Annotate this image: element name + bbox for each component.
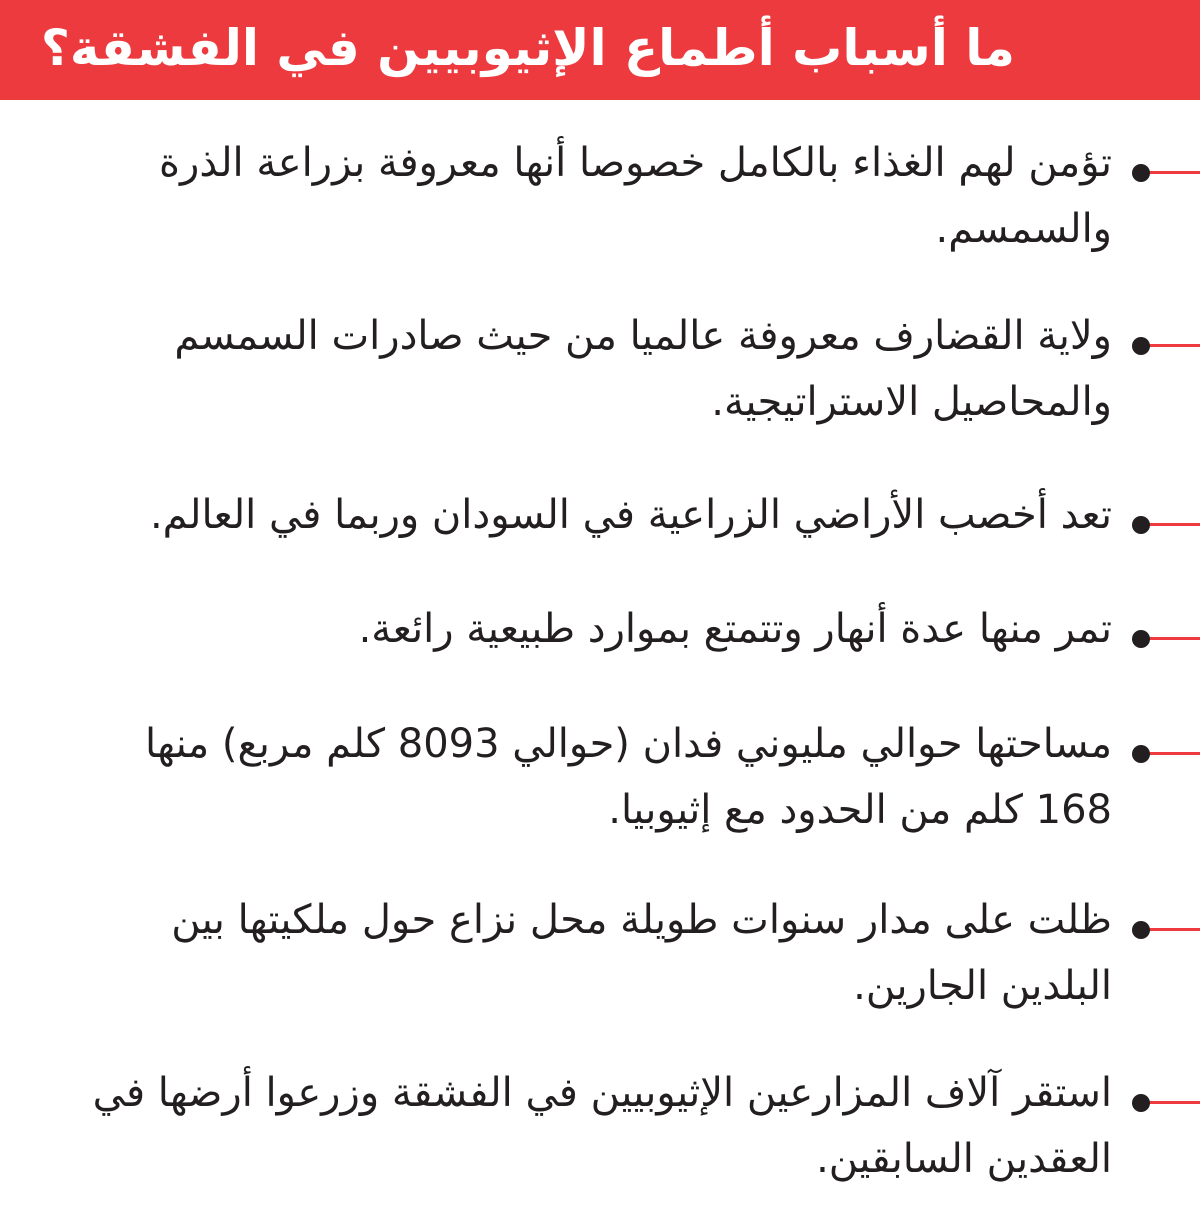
page-title: ما أسباب أطماع الإثيوبيين في الفشقة؟: [40, 19, 1015, 77]
list-item: [0, 897, 1200, 1039]
bullet-line-icon: [1148, 928, 1200, 931]
list-item-text: ولاية القضارف معروفة عالميا من حيث صادرات السمسم والمحاصيل الاستراتيجية.: [174, 313, 1112, 425]
bullet-dot-icon: [1132, 1094, 1150, 1112]
list-item-text: تعد أخصب الأراضي الزراعية في السودان وربما في العالم.: [149, 492, 1112, 538]
bullet-dot-icon: [1132, 164, 1150, 182]
list-item-text: مساحتها حوالي مليوني فدان (حوالي 8093 كلم مربع) منها 168 كلم من الحدود مع إثيوبيا.: [145, 721, 1112, 833]
list-item-text: استقر آلاف المزارعين الإثيوبيين في الفشقة وزرعوا أرضها في العقدين السابقين.: [92, 1070, 1112, 1182]
list-item: [0, 313, 1200, 455]
bullet-line-icon: [1148, 523, 1200, 526]
bullet-dot-icon: [1132, 337, 1150, 355]
bullet-line-icon: [1148, 637, 1200, 640]
list-item: [0, 140, 1200, 282]
bullet-line-icon: [1148, 171, 1200, 174]
bullet-line-icon: [1148, 752, 1200, 755]
list-item: [0, 721, 1200, 863]
list-item-text: ظلت على مدار سنوات طويلة محل نزاع حول ملكيتها بين البلدين الجارين.: [171, 897, 1112, 1009]
list-item-text: تؤمن لهم الغذاء بالكامل خصوصا أنها معروفة بزراعة الذرة والسمسم.: [159, 140, 1112, 252]
header-banner: [0, 0, 1200, 100]
bullet-dot-icon: [1132, 516, 1150, 534]
bullet-dot-icon: [1132, 921, 1150, 939]
bullet-line-icon: [1148, 1101, 1200, 1104]
bullet-line-icon: [1148, 344, 1200, 347]
list-item-text: تمر منها عدة أنهار وتتمتع بموارد طبيعية رائعة.: [358, 606, 1112, 652]
list-item: [0, 1070, 1200, 1212]
bullet-dot-icon: [1132, 630, 1150, 648]
bullet-dot-icon: [1132, 745, 1150, 763]
